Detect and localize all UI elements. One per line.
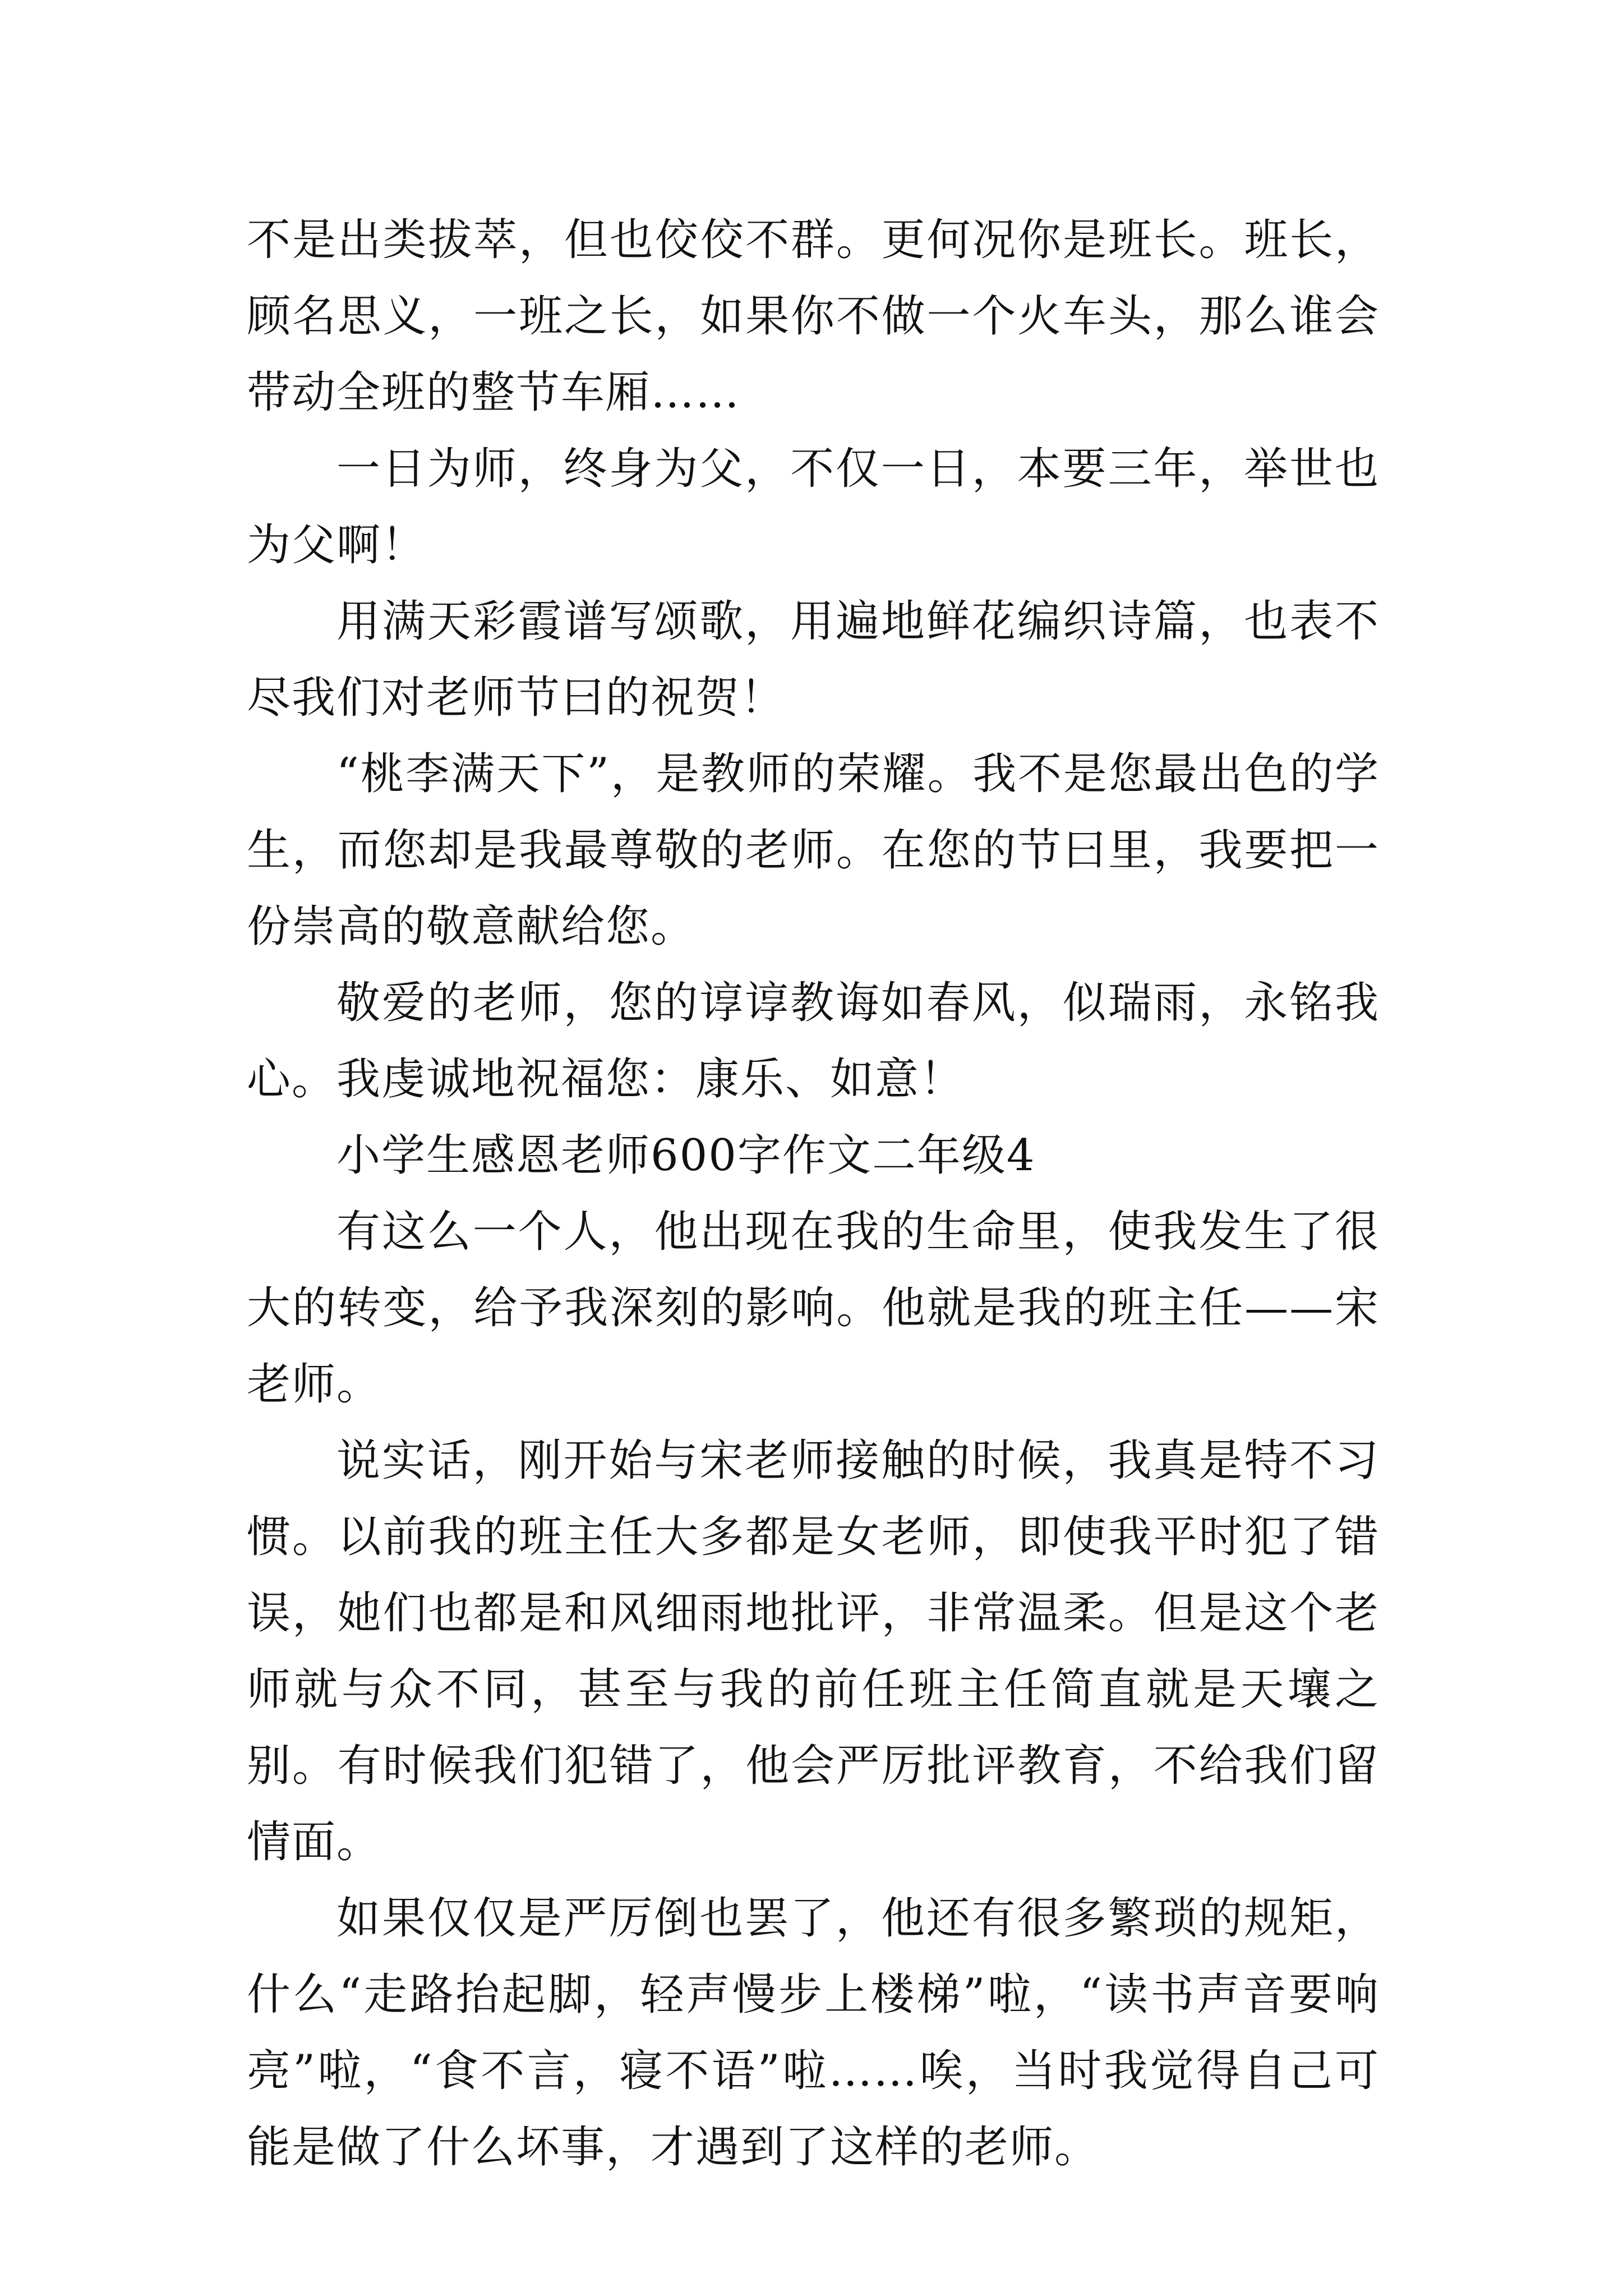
paragraph-4: “桃李满天下”，是教师的荣耀。我不是您最出色的学生，而您却是我最尊敬的老师。在您的节曰里，我要把一份崇高的敬意献给您。 xyxy=(247,749,1380,952)
paragraph-1: 不是出类拔萃，但也佼佼不群。更何况你是班长。班长，顾名思义，一班之长，如果你不做一个火车头，那么谁会带动全班的整节车厢…… xyxy=(247,215,1380,418)
section-paragraph-1: 有这么一个人，他出现在我的生命里，使我发生了很大的转变，给予我深刻的影响。他就是我的班主任——宋老师。 xyxy=(247,1207,1380,1410)
section-paragraph-2: 说实话，刚开始与宋老师接触的时候，我真是特不习惯。以前我的班主任大多都是女老师，即使我平时犯了错误，她们也都是和风细雨地批评，非常温柔。但是这个老师就与众不同，甚至与我的前任班主任简直就是天壤之别。有时候我们犯错了，他会严厉批评教育，不给我们留情面。 xyxy=(247,1435,1380,1867)
document-body xyxy=(247,202,1380,2185)
section-paragraph-3: 如果仅仅是严厉倒也罢了，他还有很多繁琐的规矩，什么“走路抬起脚，轻声慢步上楼梯”啦，“读书声音要响亮”啦，“食不言，寝不语”啦……唉，当时我觉得自己可能是做了什么坏事，才遇到了这样的老师。 xyxy=(247,1893,1380,2173)
paragraph-5: 敬爱的老师，您的谆谆教诲如春风，似瑞雨，永铭我心。我虔诚地祝福您：康乐、如意！ xyxy=(247,978,1380,1105)
section-heading: 小学生感恩老师600字作文二年级4 xyxy=(336,1130,1036,1181)
paragraph-3: 用满天彩霞谱写颂歌，用遍地鲜花编织诗篇，也表不尽我们对老师节曰的祝贺！ xyxy=(247,596,1380,723)
paragraph-2: 一日为师，终身为父，不仅一日，本要三年，举世也为父啊！ xyxy=(247,444,1380,570)
